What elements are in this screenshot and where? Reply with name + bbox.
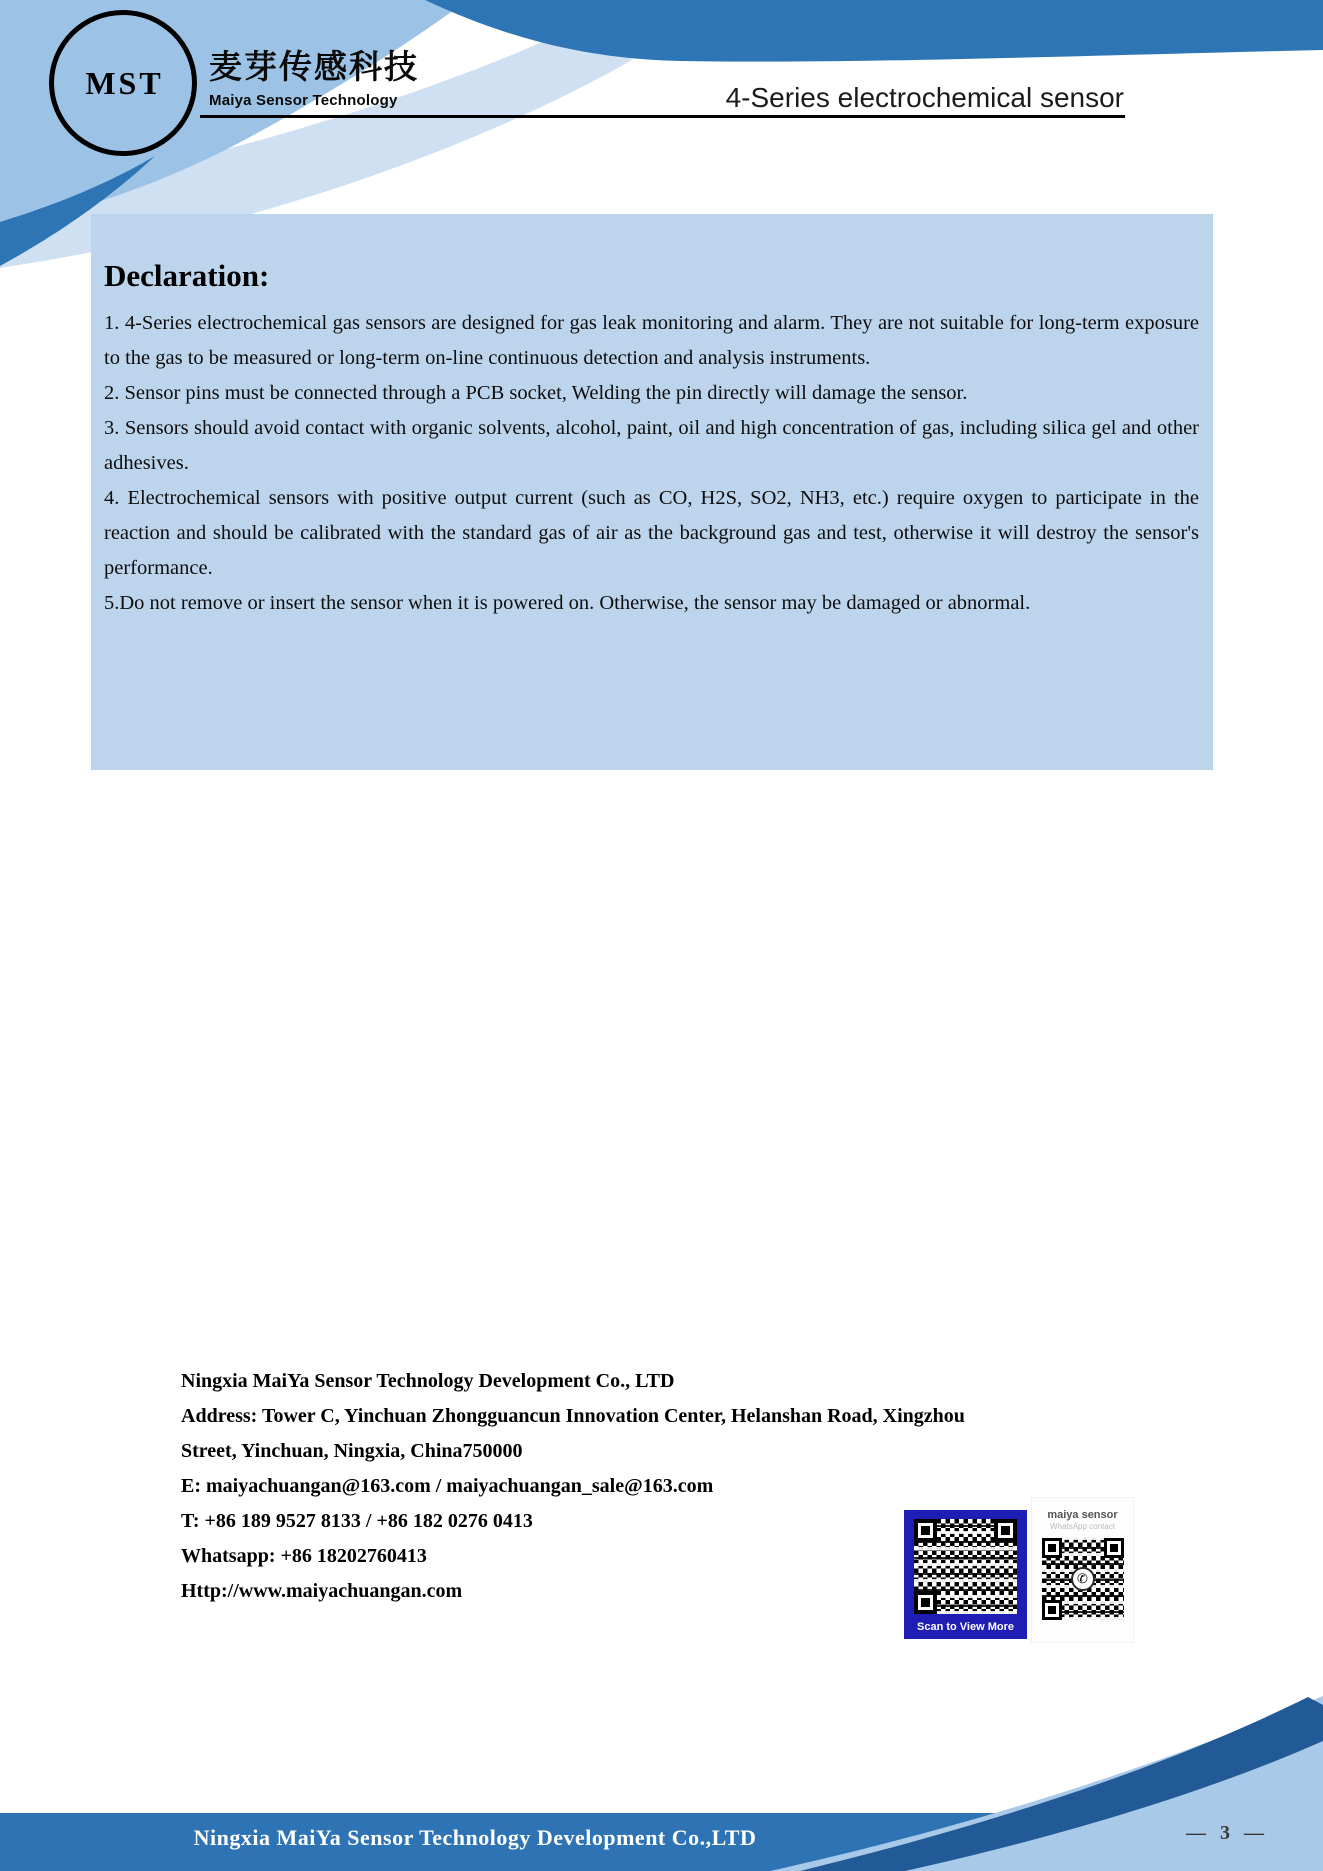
whatsapp-qr-subtitle: WhatsApp contact: [1050, 1522, 1115, 1531]
whatsapp-line: Whatsapp: +86 18202760413: [181, 1545, 427, 1567]
document-title: 4-Series electrochemical sensor: [725, 82, 1124, 113]
contact-block: [181, 1364, 981, 1609]
phone-icon: ✆: [1071, 1567, 1095, 1591]
declaration-panel: [91, 214, 1213, 770]
page-number: [1150, 1822, 1300, 1845]
qr-code-scan-icon: [914, 1519, 1017, 1614]
company-logo: [49, 10, 197, 156]
qr-finder-icon: [1042, 1538, 1062, 1558]
address-line-1: Address: Tower C, Yinchuan Zhongguancun Innovation Center, Helanshan Road, Xingzhou: [181, 1405, 965, 1427]
qr-scan-caption: Scan to View More: [917, 1620, 1014, 1633]
whatsapp-qr-icon: [1042, 1538, 1124, 1620]
address-line-2: Street, Yinchuan, Ningxia, China750000: [181, 1440, 523, 1462]
qr-finder-icon: [1042, 1600, 1062, 1620]
page-number-dash: —: [1244, 1822, 1264, 1844]
declaration-heading: Declaration:: [104, 258, 270, 293]
website-line: Http://www.maiyachuangan.com: [181, 1580, 463, 1602]
phone-line: T: +86 189 9527 8133 / +86 182 0276 0413: [181, 1510, 533, 1532]
email-line: E: maiyachuangan@163.com / maiyachuangan_sale@163.com: [181, 1475, 714, 1497]
qr-code-scan-frame: [904, 1510, 1027, 1639]
declaration-item-2: 2. Sensor pins must be connected through a PCB socket, Welding the pin directly will damage the sensor.: [104, 382, 968, 404]
declaration-item-4: 4. Electrochemical sensors with positive output current (such as CO, H2S, SO2, NH3, etc.) require oxygen to participate in the reaction and should be calibrated with the standard gas of air as the background gas and test, otherwise it will destroy the sensor's performance.: [104, 487, 1199, 579]
declaration-item-1: 1. 4-Series electrochemical gas sensors are designed for gas leak monitoring and alarm. They are not suitable for long-term exposure to the gas to be measured or long-term on-line continuous detection and analysis instruments.: [104, 312, 1199, 369]
qr-finder-icon: [914, 1519, 937, 1542]
qr-finder-icon: [914, 1591, 937, 1614]
page-number-value: 3: [1220, 1822, 1230, 1844]
title-underline: [200, 115, 1125, 118]
company-name: Ningxia MaiYa Sensor Technology Development Co., LTD: [181, 1370, 675, 1392]
declaration-item-3: 3. Sensors should avoid contact with organic solvents, alcohol, paint, oil and high concentration of gas, including silica gel and other adhesives.: [104, 417, 1199, 474]
whatsapp-qr-title: maiya sensor: [1047, 1509, 1118, 1521]
logo-mst-text: MST: [85, 64, 164, 101]
declaration-item-5: 5.Do not remove or insert the sensor when it is powered on. Otherwise, the sensor may be damaged or abnormal.: [104, 592, 1031, 614]
whatsapp-qr-card: [1031, 1497, 1134, 1643]
page-number-dash: —: [1186, 1822, 1206, 1844]
footer-company-name: Ningxia MaiYa Sensor Technology Development Co.,LTD: [193, 1825, 757, 1850]
brand-name-chinese: 麦芽传感科技: [209, 47, 419, 86]
qr-finder-icon: [1104, 1538, 1124, 1558]
brand-name-english: Maiya Sensor Technology: [209, 92, 398, 109]
qr-finder-icon: [994, 1519, 1017, 1542]
brand-block: [209, 48, 419, 109]
